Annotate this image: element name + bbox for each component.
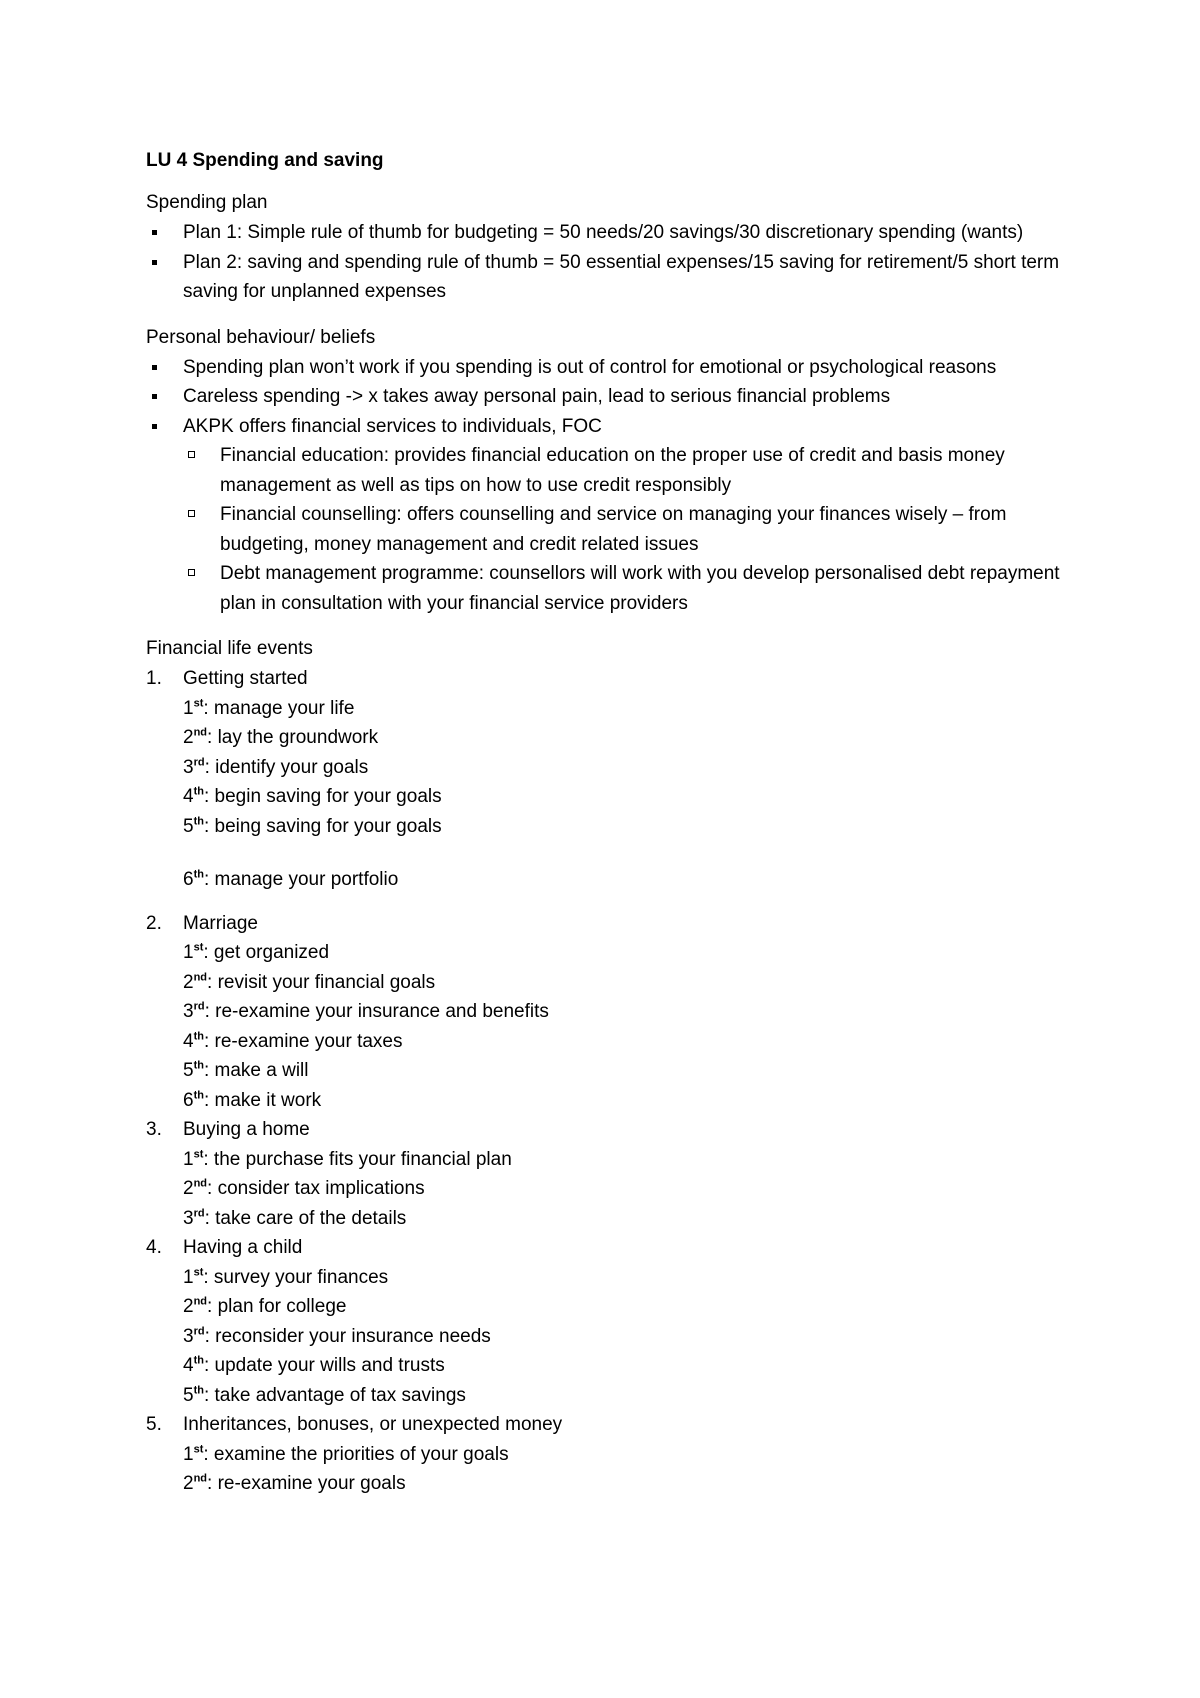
step-ordinal-suffix: st bbox=[193, 697, 204, 710]
step-item bbox=[183, 812, 1076, 842]
step-number: 3 bbox=[183, 1207, 194, 1229]
step-item bbox=[183, 1469, 1076, 1499]
event-title: Marriage bbox=[183, 912, 258, 934]
step-number: 2 bbox=[183, 727, 194, 748]
list-item-text: Plan 2: saving and spending rule of thumb = 50 essential expenses/15 saving for retirement/5 short term saving for unplanned expenses bbox=[183, 251, 1060, 302]
step-number: 1 bbox=[183, 1266, 194, 1288]
step-item bbox=[183, 1027, 1076, 1057]
list-item bbox=[146, 218, 1076, 248]
step-number: 6 bbox=[183, 1089, 194, 1111]
hollow-square-bullet-icon bbox=[188, 451, 195, 458]
event-number: 5. bbox=[146, 1414, 162, 1435]
event-title: Inheritances, bonuses, or unexpected money bbox=[183, 1414, 563, 1435]
step-text: : make a will bbox=[203, 1060, 309, 1081]
event-number: 2. bbox=[146, 912, 162, 934]
event-item bbox=[146, 664, 1076, 895]
step-item bbox=[183, 1174, 1076, 1204]
step-number: 5 bbox=[183, 1384, 194, 1406]
step-item bbox=[183, 865, 1076, 895]
step-text: : being saving for your goals bbox=[203, 815, 442, 837]
step-ordinal-suffix: nd bbox=[193, 971, 208, 984]
list-item bbox=[146, 248, 1076, 307]
personal-behaviour-section bbox=[146, 323, 1076, 619]
step-number: 5 bbox=[183, 1060, 194, 1081]
list-item-text: Plan 1: Simple rule of thumb for budgeting = 50 needs/20 savings/30 discretionary spending (wants) bbox=[183, 222, 1024, 243]
step-text: : make it work bbox=[203, 1089, 322, 1111]
square-bullet-icon bbox=[152, 260, 157, 265]
step-item bbox=[183, 753, 1076, 783]
spending-plan-list bbox=[146, 218, 1076, 307]
list-item-text: Spending plan won’t work if you spending is out of control for emotional or psychological reasons bbox=[183, 356, 997, 378]
step-number: 4 bbox=[183, 786, 194, 807]
event-title: Buying a home bbox=[183, 1119, 310, 1140]
financial-life-events-list bbox=[146, 664, 1076, 1499]
square-bullet-icon bbox=[152, 394, 157, 399]
step-text: : take advantage of tax savings bbox=[203, 1384, 466, 1406]
event-title: Getting started bbox=[183, 668, 308, 689]
step-ordinal-suffix: th bbox=[193, 1354, 204, 1367]
step-ordinal-suffix: st bbox=[193, 1266, 204, 1279]
event-item bbox=[146, 909, 1076, 1116]
step-ordinal-suffix: rd bbox=[193, 1000, 205, 1013]
square-bullet-icon bbox=[152, 365, 157, 370]
sub-list-item-text: Financial education: provides financial education on the proper use of credit and basis money management as well as tips on how to use credit responsibly bbox=[220, 445, 1005, 496]
step-text: : get organized bbox=[203, 942, 330, 963]
step-number: 1 bbox=[183, 697, 194, 719]
step-item bbox=[183, 1204, 1076, 1234]
step-number: 2 bbox=[183, 971, 194, 993]
step-text: : update your wills and trusts bbox=[203, 1355, 445, 1376]
step-ordinal-suffix: st bbox=[193, 1148, 204, 1161]
step-item bbox=[183, 782, 1076, 812]
list-item bbox=[146, 382, 1076, 412]
event-title-row bbox=[146, 1115, 1076, 1145]
event-steps bbox=[146, 938, 1076, 1115]
event-title-row bbox=[146, 664, 1076, 694]
event-title-row bbox=[146, 909, 1076, 939]
event-number: 3. bbox=[146, 1119, 162, 1140]
document-title: LU 4 Spending and saving bbox=[146, 150, 384, 171]
step-ordinal-suffix: rd bbox=[193, 1325, 205, 1338]
personal-behaviour-list bbox=[146, 353, 1076, 619]
step-number: 4 bbox=[183, 1355, 194, 1376]
step-ordinal-suffix: th bbox=[193, 785, 204, 798]
financial-life-events-heading: Financial life events bbox=[146, 638, 313, 659]
step-item bbox=[183, 1440, 1076, 1470]
step-ordinal-suffix: nd bbox=[193, 726, 208, 739]
step-number: 1 bbox=[183, 1443, 194, 1465]
event-steps bbox=[146, 694, 1076, 895]
event-number: 1. bbox=[146, 668, 162, 689]
step-item bbox=[183, 694, 1076, 724]
step-ordinal-suffix: th bbox=[193, 1059, 204, 1072]
event-title-row bbox=[146, 1233, 1076, 1263]
step-text: : revisit your financial goals bbox=[207, 971, 436, 993]
list-item bbox=[146, 412, 1076, 619]
step-number: 6 bbox=[183, 869, 194, 890]
step-ordinal-suffix: th bbox=[193, 868, 204, 881]
step-text: : plan for college bbox=[207, 1296, 347, 1317]
document-content bbox=[146, 146, 1076, 1515]
event-steps bbox=[146, 1440, 1076, 1499]
step-number: 2 bbox=[183, 1473, 194, 1494]
personal-behaviour-heading: Personal behaviour/ beliefs bbox=[146, 326, 376, 348]
step-text: : consider tax implications bbox=[207, 1178, 425, 1199]
event-item bbox=[146, 1115, 1076, 1233]
financial-life-events-section bbox=[146, 634, 1076, 1499]
step-item bbox=[183, 1322, 1076, 1352]
step-number: 5 bbox=[183, 815, 194, 837]
step-text: : begin saving for your goals bbox=[203, 786, 442, 807]
event-title: Having a child bbox=[183, 1237, 303, 1258]
spending-plan-heading: Spending plan bbox=[146, 192, 268, 213]
event-number: 4. bbox=[146, 1237, 162, 1258]
step-item bbox=[183, 1351, 1076, 1381]
step-number: 3 bbox=[183, 1325, 194, 1347]
event-title-row bbox=[146, 1410, 1076, 1440]
step-text: : the purchase fits your financial plan bbox=[203, 1148, 512, 1170]
step-ordinal-suffix: th bbox=[193, 815, 204, 828]
square-bullet-icon bbox=[152, 424, 157, 429]
step-text: : examine the priorities of your goals bbox=[203, 1443, 509, 1465]
step-text: : lay the groundwork bbox=[207, 727, 379, 748]
list-item-text: Careless spending -> x takes away personal pain, lead to serious financial problems bbox=[183, 386, 891, 407]
sub-list-item bbox=[183, 559, 1076, 618]
step-number: 1 bbox=[183, 942, 194, 963]
step-item bbox=[183, 938, 1076, 968]
step-ordinal-suffix: st bbox=[193, 1443, 204, 1456]
step-number: 1 bbox=[183, 1148, 194, 1170]
event-item bbox=[146, 1410, 1076, 1499]
step-ordinal-suffix: rd bbox=[193, 756, 205, 769]
hollow-square-bullet-icon bbox=[188, 569, 195, 576]
step-item bbox=[183, 1056, 1076, 1086]
sub-list-item-text: Debt management programme: counsellors will work with you develop personalised debt repayment plan in consultation with your financial service providers bbox=[220, 563, 1060, 614]
akpk-services-list bbox=[183, 441, 1076, 618]
step-text: : identify your goals bbox=[204, 756, 369, 778]
step-item bbox=[183, 968, 1076, 998]
step-number: 3 bbox=[183, 1001, 194, 1022]
step-number: 4 bbox=[183, 1030, 194, 1052]
step-item bbox=[183, 1145, 1076, 1175]
step-ordinal-suffix: nd bbox=[193, 1295, 208, 1308]
step-ordinal-suffix: rd bbox=[193, 1207, 205, 1220]
step-number: 3 bbox=[183, 756, 194, 778]
list-item bbox=[146, 353, 1076, 383]
step-ordinal-suffix: th bbox=[193, 1384, 204, 1397]
event-steps bbox=[146, 1263, 1076, 1411]
step-text: : survey your finances bbox=[203, 1266, 389, 1288]
step-text: : manage your life bbox=[203, 697, 355, 719]
sub-list-item bbox=[183, 500, 1076, 559]
step-text: : take care of the details bbox=[204, 1207, 407, 1229]
event-steps bbox=[146, 1145, 1076, 1234]
step-text: : re-examine your goals bbox=[207, 1473, 406, 1494]
step-text: : reconsider your insurance needs bbox=[204, 1325, 491, 1347]
step-number: 2 bbox=[183, 1178, 194, 1199]
sub-list-item bbox=[183, 441, 1076, 500]
step-ordinal-suffix: th bbox=[193, 1089, 204, 1102]
step-item bbox=[183, 1263, 1076, 1293]
hollow-square-bullet-icon bbox=[188, 510, 195, 517]
event-item bbox=[146, 1233, 1076, 1410]
step-item bbox=[183, 1292, 1076, 1322]
step-number: 2 bbox=[183, 1296, 194, 1317]
step-item bbox=[183, 723, 1076, 753]
step-text: : re-examine your insurance and benefits bbox=[204, 1001, 549, 1022]
square-bullet-icon bbox=[152, 230, 157, 235]
step-text: : manage your portfolio bbox=[203, 869, 399, 890]
step-item bbox=[183, 997, 1076, 1027]
step-ordinal-suffix: th bbox=[193, 1030, 204, 1043]
sub-list-item-text: Financial counselling: offers counselling and service on managing your finances wisely – from budgeting, money management and credit related issues bbox=[220, 504, 1007, 555]
step-ordinal-suffix: nd bbox=[193, 1177, 208, 1190]
list-item-text: AKPK offers financial services to individuals, FOC bbox=[183, 415, 602, 437]
step-item bbox=[183, 1086, 1076, 1116]
step-ordinal-suffix: nd bbox=[193, 1472, 208, 1485]
step-item bbox=[183, 1381, 1076, 1411]
step-ordinal-suffix: st bbox=[193, 941, 204, 954]
step-text: : re-examine your taxes bbox=[203, 1030, 403, 1052]
spending-plan-section bbox=[146, 188, 1076, 307]
